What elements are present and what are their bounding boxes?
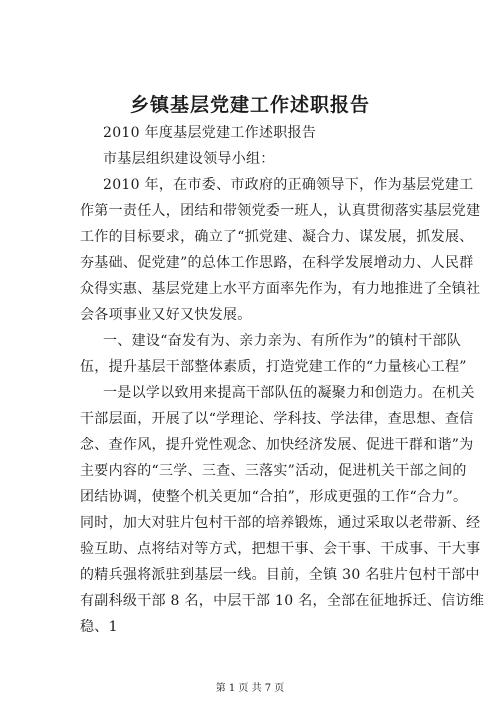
body-line: 干部层面，开展了以“学理论、学科技、学法律，查思想、查信 bbox=[80, 411, 474, 427]
subtitle-line: 2010 年度基层党建工作述职报告 bbox=[103, 125, 317, 141]
body-line: 稳、1 bbox=[80, 619, 118, 635]
salutation-line: 市基层组织建设领导小组： bbox=[103, 151, 275, 167]
body-line: 有副科级干部 8 名，中层干部 10 名，全部在征地拆迁、信访维 bbox=[80, 593, 485, 609]
body-line: 2010 年，在市委、市政府的正确领导下，作为基层党建工 bbox=[103, 177, 474, 193]
body-line: 一是以学以致用来提高干部队伍的凝聚力和创造力。在机关 bbox=[103, 385, 475, 401]
section-heading-line: 一、建设“奋发有为、亲力亲为、有所作为”的镇村干部队 bbox=[103, 333, 462, 349]
body-line: 同时，加大对驻片包村干部的培养锻炼，通过采取以老带新、经 bbox=[80, 515, 481, 531]
section-heading-line: 伍，提升基层干部整体素质，打造党建工作的“力量核心工程” bbox=[80, 359, 467, 375]
body-line: 团结协调，使整个机关更加“合拍”，形成更强的工作“合力”。 bbox=[80, 489, 468, 505]
body-line: 的精兵强将派驻到基层一线。目前，全镇 30 名驻片包村干部中 bbox=[80, 567, 480, 583]
body-line: 验互助、点将结对等方式，把想干事、会干事、干成事、干大事 bbox=[80, 541, 481, 557]
body-line: 念、查作风，提升党性观念、加快经济发展、促进干群和谐”为 bbox=[80, 437, 474, 453]
body-line: 工作的目标要求，确立了“抓党建、凝合力、谋发展，抓发展、 bbox=[80, 229, 474, 245]
document-title: 乡镇基层党建工作述职报告 bbox=[129, 94, 370, 116]
body-line: 主要内容的“三学、三查、三落实”活动，促进机关干部之间的 bbox=[80, 463, 467, 479]
body-line: 众得实惠、基层党建上水平方面率先作为，有力地推进了全镇社 bbox=[80, 281, 481, 297]
page-footer: 第 1 页 共 7 页 bbox=[215, 683, 285, 694]
body-line: 作第一责任人，团结和带领党委一班人，认真贯彻落实基层党建 bbox=[80, 203, 481, 219]
body-line: 会各项事业又好又快发展。 bbox=[80, 307, 252, 323]
body-line: 夯基础、促党建”的总体工作思路，在科学发展增动力、人民群 bbox=[80, 255, 474, 271]
